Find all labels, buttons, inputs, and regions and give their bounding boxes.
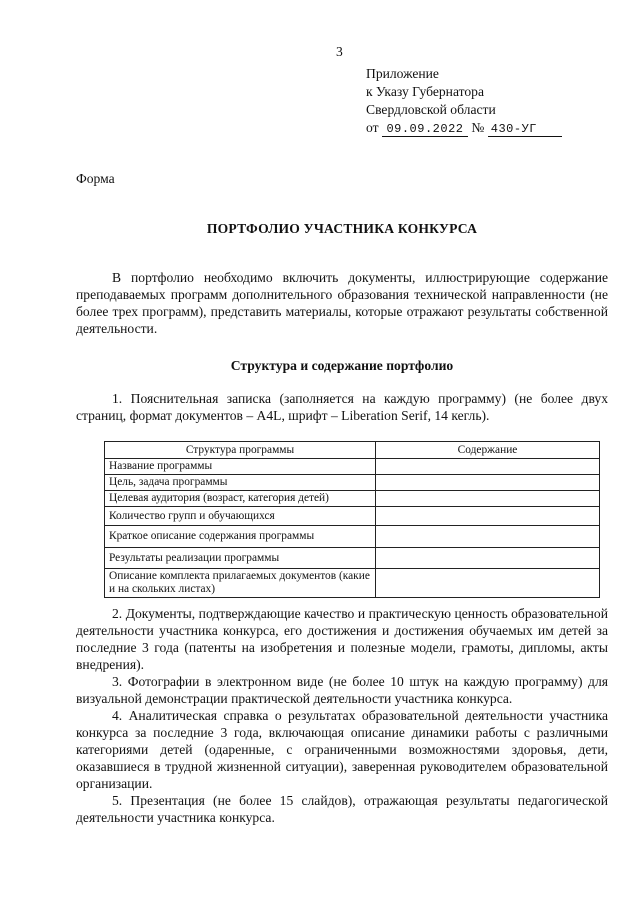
appendix-line-2: к Указу Губернатора (366, 84, 485, 99)
item-3-paragraph: 3. Фотографии в электронном виде (не более 10 штук на каждую программу) для визуальной демонстрации практической деятельности участника конкурса. (76, 674, 608, 706)
table-row (105, 507, 600, 526)
table-cell-empty (376, 491, 600, 507)
table-cell-label: Целевая аудитория (возраст, категория детей) (105, 491, 376, 507)
from-label: от (366, 120, 379, 135)
table-cell-label: Название программы (105, 459, 376, 475)
intro-paragraph: В портфолио необходимо включить документы, иллюстрирующие содержание преподаваемых программ дополнительного образования технической направленности (не более трех программ), представить материалы, которые отражают результаты собственной деятельности. (76, 270, 608, 336)
table-cell-label: Цель, задача программы (105, 475, 376, 491)
appendix-block (366, 65, 626, 137)
table-cell-empty (376, 475, 600, 491)
table-row (105, 475, 600, 491)
table-row (105, 491, 600, 507)
table-cell-empty (376, 569, 600, 598)
section-subtitle: Структура и содержание портфолио (230, 358, 454, 373)
decree-number: 430-УГ (488, 122, 562, 137)
table-header-row (105, 442, 600, 459)
table-cell-label: Результаты реализации программы (105, 548, 376, 569)
table-header-structure: Структура программы (105, 442, 376, 459)
page-number: 3 (336, 44, 343, 59)
table-row (105, 459, 600, 475)
appendix-line-1: Приложение (366, 66, 439, 81)
item-2-paragraph: 2. Документы, подтверждающие качество и практическую ценность образовательной деятельности участника конкурса, его достижения и достижения обучаемых им детей за последние 3 года (патенты на изобретения и полезные модели, грамоты, дипломы, акты внедрения). (76, 606, 608, 672)
item-1-paragraph: 1. Пояснительная записка (заполняется на каждую программу) (не более двух страниц, формат документов – A4L, шрифт – Liberation Serif, 14 кегль). (76, 391, 608, 423)
item-5-paragraph: 5. Презентация (не более 15 слайдов), отражающая результаты педагогической деятельности участника конкурса. (76, 793, 608, 825)
appendix-line-3: Свердловской области (366, 102, 496, 117)
table-cell-empty (376, 526, 600, 548)
appendix-date-line (366, 119, 626, 137)
table-cell-empty (376, 507, 600, 526)
table-cell-label: Количество групп и обучающихся (105, 507, 376, 526)
form-label: Форма (76, 171, 115, 186)
table-cell-empty (376, 459, 600, 475)
table-row (105, 526, 600, 548)
item-4-paragraph: 4. Аналитическая справка о результатах образовательной деятельности участника конкурса за последние 3 года, включающая описание динамики работы с различными категориями детей (одаренные, с ограниченными возможностями здоровья, дети, оказавшиеся в трудной жизненной ситуации), заверенная руководителем образовательной организации. (76, 708, 608, 791)
table-cell-empty (376, 548, 600, 569)
decree-date: 09.09.2022 (382, 122, 468, 137)
table-cell-label: Краткое описание содержания программы (105, 526, 376, 548)
table-cell-label: Описание комплекта прилагаемых документов (какие и на скольких листах) (105, 569, 376, 598)
table-row (105, 569, 600, 598)
number-label: № (471, 120, 485, 135)
table-row (105, 548, 600, 569)
page-title: ПОРТФОЛИО УЧАСТНИКА КОНКУРСА (206, 221, 478, 236)
items-list (76, 605, 608, 826)
program-structure-table (104, 441, 600, 598)
table-header-content: Содержание (376, 442, 600, 459)
